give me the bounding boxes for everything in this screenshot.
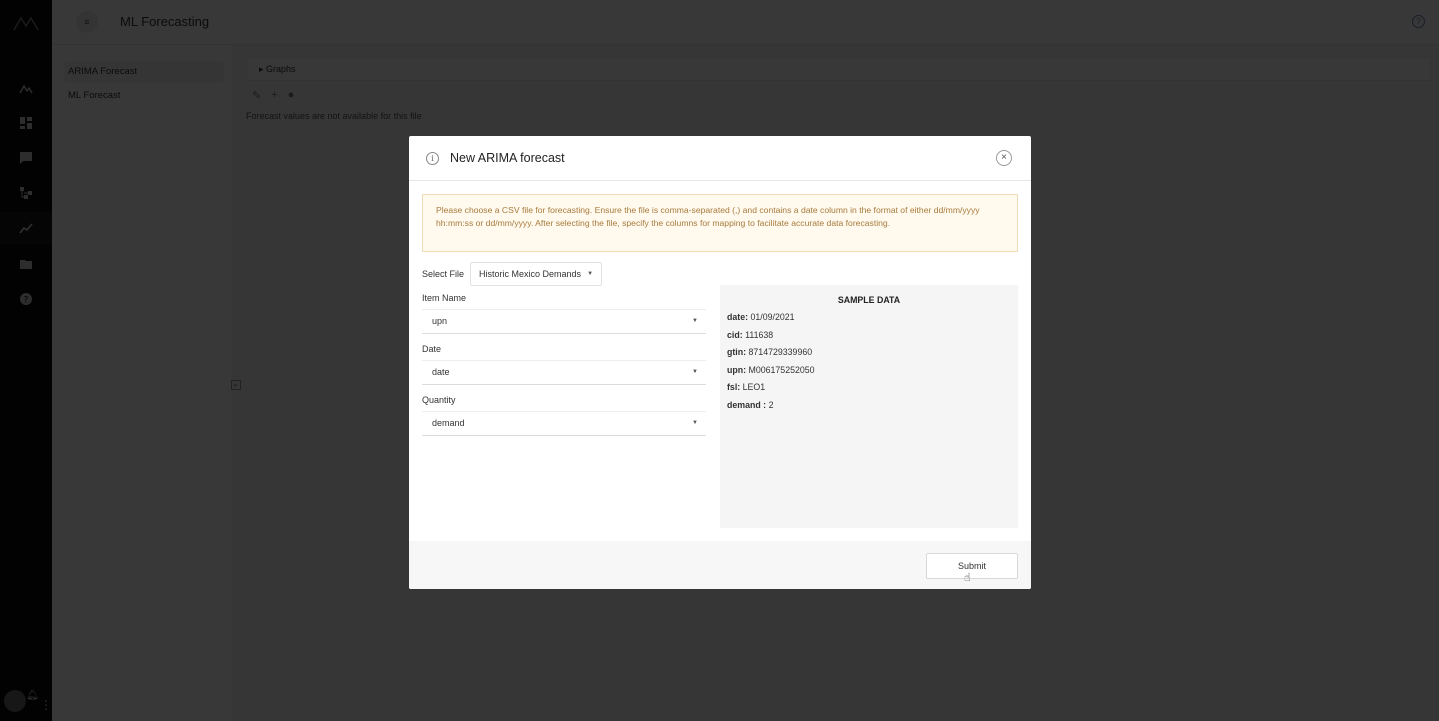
new-arima-forecast-dialog (409, 136, 1031, 589)
chevron-down-icon: ▼ (587, 271, 594, 277)
item-name-select[interactable] (422, 309, 706, 334)
sample-data-title: SAMPLE DATA (837, 295, 901, 305)
quantity-field (422, 395, 706, 436)
csv-format-notice: Please choose a CSV file for forecasting. Ensure the file is comma-separated (,) and contains a date column in the format of either dd/mm/yyyy hh:mm:ss or dd/mm/yyyy. After selecting the file, specify the columns for mapping to facilitate accurate data forecasting. (422, 194, 1018, 252)
item-name-field (422, 293, 706, 334)
sample-row-date: date: 01/09/2021 (727, 312, 795, 322)
sample-row-cid: cid: 111638 (727, 329, 774, 340)
submit-button[interactable]: Submit (926, 553, 1018, 579)
date-select[interactable] (422, 360, 706, 385)
select-file-value: Historic Mexico Demands (479, 269, 582, 279)
close-icon[interactable]: × (996, 150, 1012, 166)
quantity-value: demand (432, 418, 465, 428)
date-value: date (432, 367, 450, 377)
sample-row-demand: demand : 2 (727, 399, 774, 410)
item-name-value: upn (432, 316, 448, 326)
chevron-down-icon: ▼ (692, 369, 698, 375)
mouse-pointer-icon: ☝︎ (964, 572, 971, 584)
select-file-label: Select File (422, 269, 465, 279)
chevron-down-icon: ▼ (692, 318, 698, 324)
sample-row-upn: upn: M006175252050 (727, 364, 815, 375)
chevron-down-icon: ▼ (692, 420, 698, 426)
quantity-label: Quantity (422, 395, 456, 405)
date-label: Date (422, 344, 442, 354)
select-file-dropdown[interactable] (470, 262, 602, 286)
sample-data-panel (720, 285, 1018, 528)
sample-row-fsl: fsl: LEO1 (727, 382, 766, 392)
dialog-title: New ARIMA forecast (450, 151, 565, 165)
info-icon: i (426, 152, 439, 165)
select-file-field (422, 262, 602, 286)
sample-row-gtin: gtin: 8714729339960 (727, 347, 813, 357)
date-field (422, 344, 706, 385)
dialog-header (409, 136, 1031, 181)
quantity-select[interactable] (422, 411, 706, 436)
item-name-label: Item Name (422, 293, 467, 303)
dialog-footer (409, 541, 1031, 589)
